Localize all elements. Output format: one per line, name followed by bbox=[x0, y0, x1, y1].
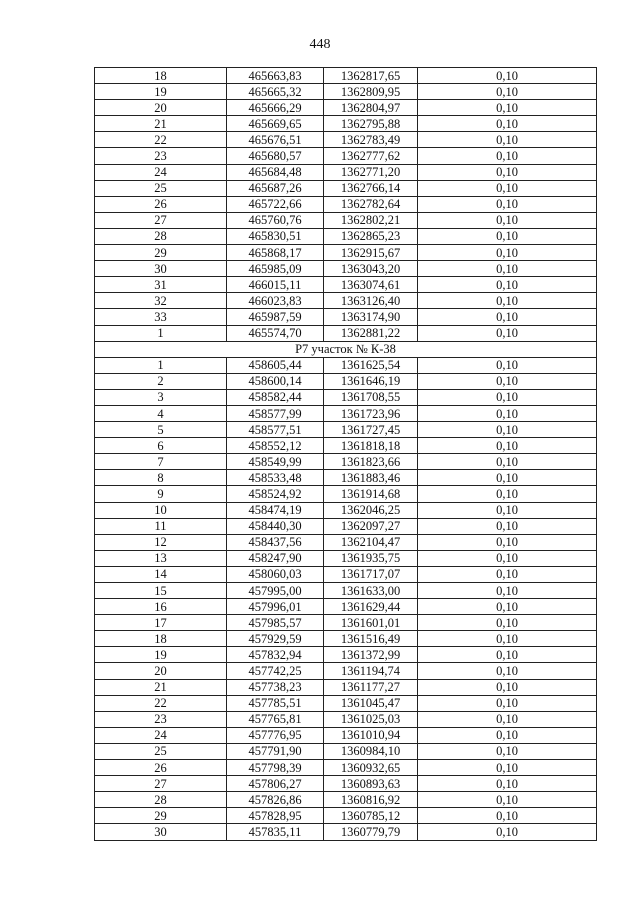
point-number-cell: 9 bbox=[95, 486, 227, 502]
y-coordinate-cell: 1362771,20 bbox=[324, 164, 418, 180]
table-row bbox=[95, 486, 597, 502]
point-number-cell: 8 bbox=[95, 470, 227, 486]
table-row bbox=[95, 534, 597, 550]
point-number-cell: 13 bbox=[95, 550, 227, 566]
x-coordinate-cell: 465663,83 bbox=[227, 68, 324, 84]
table-row bbox=[95, 132, 597, 148]
y-coordinate-cell: 1362881,22 bbox=[324, 325, 418, 341]
point-number-cell: 11 bbox=[95, 518, 227, 534]
accuracy-cell: 0,10 bbox=[418, 325, 597, 341]
y-coordinate-cell: 1361727,45 bbox=[324, 422, 418, 438]
table-row bbox=[95, 373, 597, 389]
accuracy-cell: 0,10 bbox=[418, 132, 597, 148]
accuracy-cell: 0,10 bbox=[418, 631, 597, 647]
point-number-cell: 2 bbox=[95, 373, 227, 389]
x-coordinate-cell: 457806,27 bbox=[227, 776, 324, 792]
point-number-cell: 30 bbox=[95, 824, 227, 840]
y-coordinate-cell: 1361883,46 bbox=[324, 470, 418, 486]
accuracy-cell: 0,10 bbox=[418, 228, 597, 244]
x-coordinate-cell: 457738,23 bbox=[227, 679, 324, 695]
point-number-cell: 22 bbox=[95, 695, 227, 711]
point-number-cell: 27 bbox=[95, 212, 227, 228]
point-number-cell: 18 bbox=[95, 68, 227, 84]
table-row bbox=[95, 454, 597, 470]
y-coordinate-cell: 1360984,10 bbox=[324, 743, 418, 759]
table-row bbox=[95, 615, 597, 631]
accuracy-cell: 0,10 bbox=[418, 776, 597, 792]
table-row bbox=[95, 631, 597, 647]
x-coordinate-cell: 458524,92 bbox=[227, 486, 324, 502]
point-number-cell: 26 bbox=[95, 760, 227, 776]
accuracy-cell: 0,10 bbox=[418, 277, 597, 293]
accuracy-cell: 0,10 bbox=[418, 100, 597, 116]
y-coordinate-cell: 1362783,49 bbox=[324, 132, 418, 148]
point-number-cell: 21 bbox=[95, 679, 227, 695]
accuracy-cell: 0,10 bbox=[418, 711, 597, 727]
y-coordinate-cell: 1362865,23 bbox=[324, 228, 418, 244]
table-row bbox=[95, 792, 597, 808]
table-row bbox=[95, 438, 597, 454]
y-coordinate-cell: 1360893,63 bbox=[324, 776, 418, 792]
accuracy-cell: 0,10 bbox=[418, 373, 597, 389]
x-coordinate-cell: 457929,59 bbox=[227, 631, 324, 647]
point-number-cell: 16 bbox=[95, 599, 227, 615]
y-coordinate-cell: 1363174,90 bbox=[324, 309, 418, 325]
y-coordinate-cell: 1361717,07 bbox=[324, 566, 418, 582]
point-number-cell: 5 bbox=[95, 422, 227, 438]
page-number: 448 bbox=[309, 37, 331, 52]
accuracy-cell: 0,10 bbox=[418, 470, 597, 486]
table-row bbox=[95, 277, 597, 293]
y-coordinate-cell: 1363126,40 bbox=[324, 293, 418, 309]
accuracy-cell: 0,10 bbox=[418, 534, 597, 550]
point-number-cell: 1 bbox=[95, 325, 227, 341]
x-coordinate-cell: 457832,94 bbox=[227, 647, 324, 663]
x-coordinate-cell: 457996,01 bbox=[227, 599, 324, 615]
table-row bbox=[95, 293, 597, 309]
x-coordinate-cell: 458440,30 bbox=[227, 518, 324, 534]
point-number-cell: 23 bbox=[95, 711, 227, 727]
accuracy-cell: 0,10 bbox=[418, 566, 597, 582]
y-coordinate-cell: 1361914,68 bbox=[324, 486, 418, 502]
y-coordinate-cell: 1361177,27 bbox=[324, 679, 418, 695]
table-row bbox=[95, 389, 597, 405]
y-coordinate-cell: 1361823,66 bbox=[324, 454, 418, 470]
y-coordinate-cell: 1361818,18 bbox=[324, 438, 418, 454]
point-number-cell: 3 bbox=[95, 389, 227, 405]
accuracy-cell: 0,10 bbox=[418, 454, 597, 470]
table-row bbox=[95, 180, 597, 196]
accuracy-cell: 0,10 bbox=[418, 116, 597, 132]
point-number-cell: 29 bbox=[95, 808, 227, 824]
x-coordinate-cell: 457798,39 bbox=[227, 760, 324, 776]
point-number-cell: 12 bbox=[95, 534, 227, 550]
accuracy-cell: 0,10 bbox=[418, 518, 597, 534]
point-number-cell: 15 bbox=[95, 583, 227, 599]
table-row bbox=[95, 405, 597, 421]
table-row bbox=[95, 100, 597, 116]
point-number-cell: 20 bbox=[95, 100, 227, 116]
point-number-cell: 7 bbox=[95, 454, 227, 470]
coordinates-table bbox=[94, 67, 597, 841]
accuracy-cell: 0,10 bbox=[418, 663, 597, 679]
x-coordinate-cell: 465684,48 bbox=[227, 164, 324, 180]
x-coordinate-cell: 466023,83 bbox=[227, 293, 324, 309]
table-row bbox=[95, 309, 597, 325]
point-number-cell: 25 bbox=[95, 743, 227, 759]
point-number-cell: 27 bbox=[95, 776, 227, 792]
accuracy-cell: 0,10 bbox=[418, 180, 597, 196]
y-coordinate-cell: 1361045,47 bbox=[324, 695, 418, 711]
y-coordinate-cell: 1362046,25 bbox=[324, 502, 418, 518]
table-row bbox=[95, 196, 597, 212]
x-coordinate-cell: 465574,70 bbox=[227, 325, 324, 341]
x-coordinate-cell: 458605,44 bbox=[227, 357, 324, 373]
x-coordinate-cell: 457742,25 bbox=[227, 663, 324, 679]
y-coordinate-cell: 1361601,01 bbox=[324, 615, 418, 631]
x-coordinate-cell: 457776,95 bbox=[227, 727, 324, 743]
table-row bbox=[95, 325, 597, 341]
accuracy-cell: 0,10 bbox=[418, 389, 597, 405]
y-coordinate-cell: 1361935,75 bbox=[324, 550, 418, 566]
table-row bbox=[95, 695, 597, 711]
accuracy-cell: 0,10 bbox=[418, 486, 597, 502]
accuracy-cell: 0,10 bbox=[418, 743, 597, 759]
x-coordinate-cell: 458437,56 bbox=[227, 534, 324, 550]
table-row bbox=[95, 760, 597, 776]
y-coordinate-cell: 1360932,65 bbox=[324, 760, 418, 776]
x-coordinate-cell: 458577,99 bbox=[227, 405, 324, 421]
point-number-cell: 19 bbox=[95, 84, 227, 100]
accuracy-cell: 0,10 bbox=[418, 615, 597, 631]
point-number-cell: 28 bbox=[95, 228, 227, 244]
x-coordinate-cell: 458247,90 bbox=[227, 550, 324, 566]
x-coordinate-cell: 458582,44 bbox=[227, 389, 324, 405]
x-coordinate-cell: 457826,86 bbox=[227, 792, 324, 808]
accuracy-cell: 0,10 bbox=[418, 808, 597, 824]
y-coordinate-cell: 1362104,47 bbox=[324, 534, 418, 550]
table-row bbox=[95, 261, 597, 277]
table-row bbox=[95, 212, 597, 228]
point-number-cell: 20 bbox=[95, 663, 227, 679]
x-coordinate-cell: 465868,17 bbox=[227, 245, 324, 261]
accuracy-cell: 0,10 bbox=[418, 84, 597, 100]
x-coordinate-cell: 465680,57 bbox=[227, 148, 324, 164]
table-row bbox=[95, 808, 597, 824]
table-row bbox=[95, 68, 597, 84]
point-number-cell: 23 bbox=[95, 148, 227, 164]
accuracy-cell: 0,10 bbox=[418, 309, 597, 325]
point-number-cell: 14 bbox=[95, 566, 227, 582]
x-coordinate-cell: 457765,81 bbox=[227, 711, 324, 727]
accuracy-cell: 0,10 bbox=[418, 212, 597, 228]
y-coordinate-cell: 1360816,92 bbox=[324, 792, 418, 808]
y-coordinate-cell: 1361629,44 bbox=[324, 599, 418, 615]
y-coordinate-cell: 1362766,14 bbox=[324, 180, 418, 196]
y-coordinate-cell: 1362795,88 bbox=[324, 116, 418, 132]
table-row bbox=[95, 824, 597, 840]
accuracy-cell: 0,10 bbox=[418, 824, 597, 840]
point-number-cell: 21 bbox=[95, 116, 227, 132]
point-number-cell: 22 bbox=[95, 132, 227, 148]
x-coordinate-cell: 458577,51 bbox=[227, 422, 324, 438]
accuracy-cell: 0,10 bbox=[418, 695, 597, 711]
accuracy-cell: 0,10 bbox=[418, 792, 597, 808]
x-coordinate-cell: 465676,51 bbox=[227, 132, 324, 148]
x-coordinate-cell: 465722,66 bbox=[227, 196, 324, 212]
point-number-cell: 17 bbox=[95, 615, 227, 631]
accuracy-cell: 0,10 bbox=[418, 245, 597, 261]
x-coordinate-cell: 457828,95 bbox=[227, 808, 324, 824]
x-coordinate-cell: 458552,12 bbox=[227, 438, 324, 454]
x-coordinate-cell: 458474,19 bbox=[227, 502, 324, 518]
point-number-cell: 18 bbox=[95, 631, 227, 647]
table-row bbox=[95, 228, 597, 244]
y-coordinate-cell: 1361010,94 bbox=[324, 727, 418, 743]
table-row bbox=[95, 711, 597, 727]
accuracy-cell: 0,10 bbox=[418, 148, 597, 164]
x-coordinate-cell: 458060,03 bbox=[227, 566, 324, 582]
y-coordinate-cell: 1362817,65 bbox=[324, 68, 418, 84]
point-number-cell: 6 bbox=[95, 438, 227, 454]
table-row bbox=[95, 470, 597, 486]
y-coordinate-cell: 1362802,21 bbox=[324, 212, 418, 228]
accuracy-cell: 0,10 bbox=[418, 647, 597, 663]
table-row bbox=[95, 245, 597, 261]
point-number-cell: 1 bbox=[95, 357, 227, 373]
y-coordinate-cell: 1361194,74 bbox=[324, 663, 418, 679]
table-row bbox=[95, 422, 597, 438]
table-row bbox=[95, 84, 597, 100]
point-number-cell: 33 bbox=[95, 309, 227, 325]
y-coordinate-cell: 1362782,64 bbox=[324, 196, 418, 212]
point-number-cell: 31 bbox=[95, 277, 227, 293]
accuracy-cell: 0,10 bbox=[418, 502, 597, 518]
point-number-cell: 25 bbox=[95, 180, 227, 196]
y-coordinate-cell: 1363074,61 bbox=[324, 277, 418, 293]
x-coordinate-cell: 465985,09 bbox=[227, 261, 324, 277]
x-coordinate-cell: 458549,99 bbox=[227, 454, 324, 470]
point-number-cell: 4 bbox=[95, 405, 227, 421]
x-coordinate-cell: 457791,90 bbox=[227, 743, 324, 759]
y-coordinate-cell: 1361625,54 bbox=[324, 357, 418, 373]
y-coordinate-cell: 1363043,20 bbox=[324, 261, 418, 277]
point-number-cell: 28 bbox=[95, 792, 227, 808]
point-number-cell: 24 bbox=[95, 727, 227, 743]
x-coordinate-cell: 465669,65 bbox=[227, 116, 324, 132]
x-coordinate-cell: 465665,32 bbox=[227, 84, 324, 100]
accuracy-cell: 0,10 bbox=[418, 727, 597, 743]
point-number-cell: 24 bbox=[95, 164, 227, 180]
accuracy-cell: 0,10 bbox=[418, 679, 597, 695]
accuracy-cell: 0,10 bbox=[418, 422, 597, 438]
y-coordinate-cell: 1360785,12 bbox=[324, 808, 418, 824]
accuracy-cell: 0,10 bbox=[418, 357, 597, 373]
y-coordinate-cell: 1362804,97 bbox=[324, 100, 418, 116]
section-header-row bbox=[95, 341, 597, 357]
y-coordinate-cell: 1360779,79 bbox=[324, 824, 418, 840]
table-row bbox=[95, 148, 597, 164]
table-row bbox=[95, 599, 597, 615]
x-coordinate-cell: 466015,11 bbox=[227, 277, 324, 293]
y-coordinate-cell: 1361372,99 bbox=[324, 647, 418, 663]
point-number-cell: 10 bbox=[95, 502, 227, 518]
table-row bbox=[95, 727, 597, 743]
accuracy-cell: 0,10 bbox=[418, 599, 597, 615]
y-coordinate-cell: 1362809,95 bbox=[324, 84, 418, 100]
table-row bbox=[95, 743, 597, 759]
table-row bbox=[95, 663, 597, 679]
table-row bbox=[95, 116, 597, 132]
x-coordinate-cell: 457785,51 bbox=[227, 695, 324, 711]
accuracy-cell: 0,10 bbox=[418, 550, 597, 566]
point-number-cell: 26 bbox=[95, 196, 227, 212]
y-coordinate-cell: 1361516,49 bbox=[324, 631, 418, 647]
table-row bbox=[95, 647, 597, 663]
table-row bbox=[95, 550, 597, 566]
y-coordinate-cell: 1362915,67 bbox=[324, 245, 418, 261]
x-coordinate-cell: 457995,00 bbox=[227, 583, 324, 599]
x-coordinate-cell: 458600,14 bbox=[227, 373, 324, 389]
accuracy-cell: 0,10 bbox=[418, 405, 597, 421]
accuracy-cell: 0,10 bbox=[418, 438, 597, 454]
x-coordinate-cell: 457835,11 bbox=[227, 824, 324, 840]
accuracy-cell: 0,10 bbox=[418, 68, 597, 84]
table-row bbox=[95, 679, 597, 695]
table-row bbox=[95, 357, 597, 373]
table-row bbox=[95, 566, 597, 582]
x-coordinate-cell: 465687,26 bbox=[227, 180, 324, 196]
x-coordinate-cell: 465666,29 bbox=[227, 100, 324, 116]
y-coordinate-cell: 1361025,03 bbox=[324, 711, 418, 727]
accuracy-cell: 0,10 bbox=[418, 196, 597, 212]
table-row bbox=[95, 164, 597, 180]
point-number-cell: 19 bbox=[95, 647, 227, 663]
accuracy-cell: 0,10 bbox=[418, 760, 597, 776]
table-row bbox=[95, 776, 597, 792]
x-coordinate-cell: 465830,51 bbox=[227, 228, 324, 244]
y-coordinate-cell: 1361646,19 bbox=[324, 373, 418, 389]
point-number-cell: 30 bbox=[95, 261, 227, 277]
y-coordinate-cell: 1361633,00 bbox=[324, 583, 418, 599]
accuracy-cell: 0,10 bbox=[418, 164, 597, 180]
table-row bbox=[95, 583, 597, 599]
x-coordinate-cell: 465760,76 bbox=[227, 212, 324, 228]
point-number-cell: 29 bbox=[95, 245, 227, 261]
x-coordinate-cell: 458533,48 bbox=[227, 470, 324, 486]
point-number-cell: 32 bbox=[95, 293, 227, 309]
accuracy-cell: 0,10 bbox=[418, 583, 597, 599]
table-row bbox=[95, 518, 597, 534]
accuracy-cell: 0,10 bbox=[418, 293, 597, 309]
y-coordinate-cell: 1361708,55 bbox=[324, 389, 418, 405]
table-row bbox=[95, 502, 597, 518]
x-coordinate-cell: 465987,59 bbox=[227, 309, 324, 325]
section-title: Р7 участок № К-38 bbox=[95, 341, 597, 357]
accuracy-cell: 0,10 bbox=[418, 261, 597, 277]
y-coordinate-cell: 1362097,27 bbox=[324, 518, 418, 534]
coordinates-table-body bbox=[95, 68, 597, 841]
y-coordinate-cell: 1361723,96 bbox=[324, 405, 418, 421]
x-coordinate-cell: 457985,57 bbox=[227, 615, 324, 631]
y-coordinate-cell: 1362777,62 bbox=[324, 148, 418, 164]
